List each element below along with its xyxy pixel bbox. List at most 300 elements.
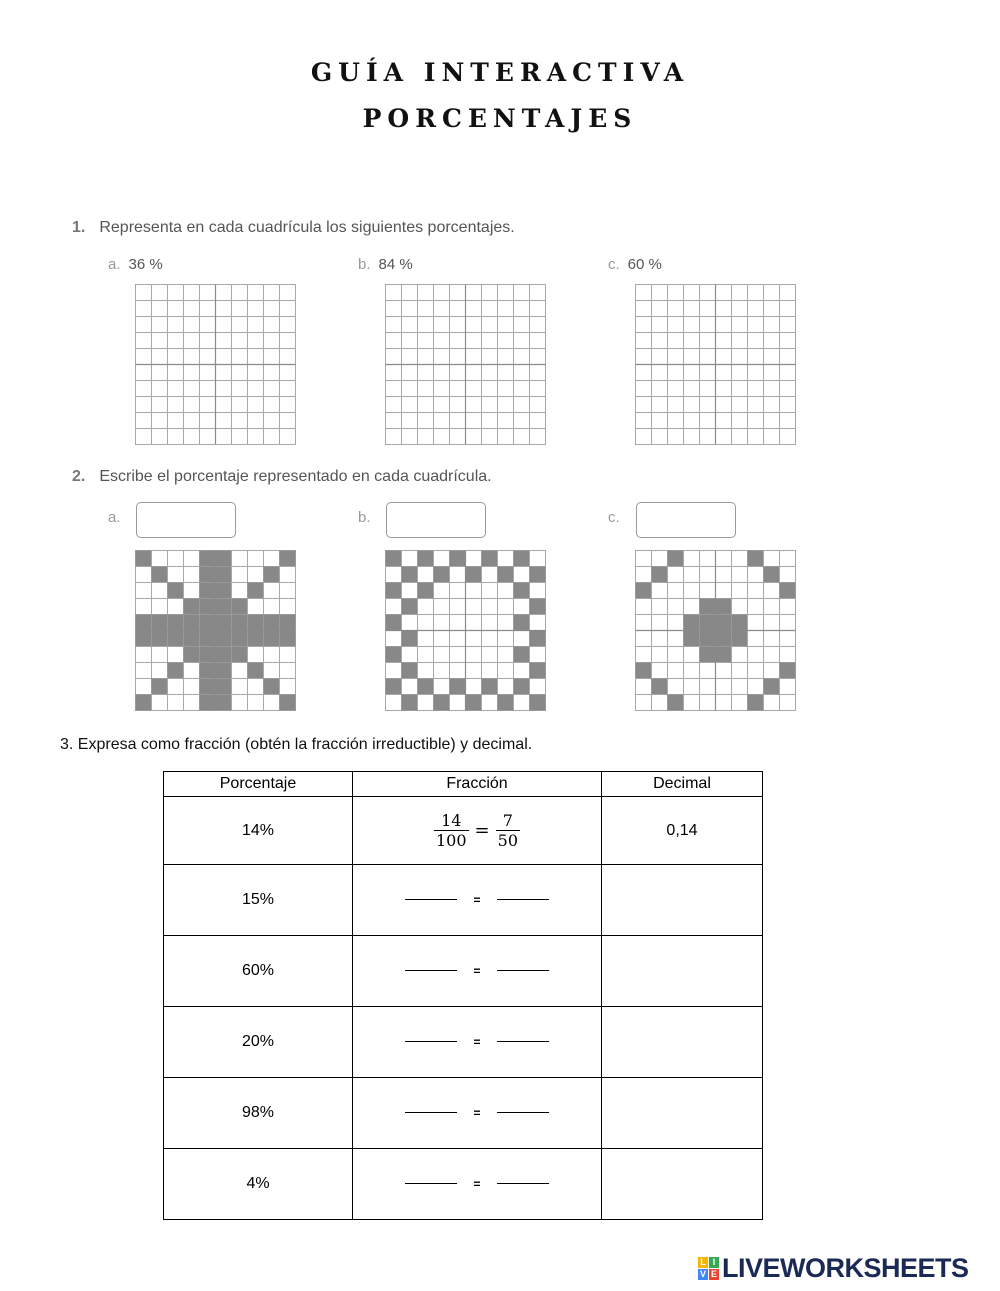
- grid-cell[interactable]: [280, 365, 296, 381]
- grid-cell[interactable]: [280, 413, 296, 429]
- grid-cell[interactable]: [434, 317, 450, 333]
- grid-cell[interactable]: [514, 381, 530, 397]
- grid-cell[interactable]: [668, 333, 684, 349]
- fraction-blank-2[interactable]: [497, 970, 549, 971]
- grid-cell[interactable]: [248, 397, 264, 413]
- grid-cell[interactable]: [748, 429, 764, 445]
- grid-cell[interactable]: [764, 397, 780, 413]
- grid-cell[interactable]: [434, 381, 450, 397]
- grid-cell[interactable]: [136, 301, 152, 317]
- grid-cell[interactable]: [732, 333, 748, 349]
- grid-cell[interactable]: [168, 333, 184, 349]
- grid-cell[interactable]: [152, 333, 168, 349]
- grid-cell[interactable]: [136, 365, 152, 381]
- grid-cell[interactable]: [780, 349, 796, 365]
- grid-cell[interactable]: [184, 397, 200, 413]
- grid-cell[interactable]: [216, 397, 232, 413]
- grid-cell[interactable]: [498, 301, 514, 317]
- grid-cell[interactable]: [780, 365, 796, 381]
- grid-cell[interactable]: [716, 429, 732, 445]
- grid-cell[interactable]: [530, 397, 546, 413]
- grid-cell[interactable]: [232, 397, 248, 413]
- grid-cell[interactable]: [232, 381, 248, 397]
- grid-cell[interactable]: [700, 285, 716, 301]
- grid-cell[interactable]: [466, 397, 482, 413]
- grid-cell[interactable]: [748, 333, 764, 349]
- grid-cell[interactable]: [450, 365, 466, 381]
- grid-cell[interactable]: [764, 285, 780, 301]
- grid-cell[interactable]: [716, 301, 732, 317]
- grid-cell[interactable]: [216, 413, 232, 429]
- grid-cell[interactable]: [152, 397, 168, 413]
- grid-cell[interactable]: [232, 349, 248, 365]
- grid-cell[interactable]: [668, 429, 684, 445]
- grid-cell[interactable]: [248, 285, 264, 301]
- grid-cell[interactable]: [402, 413, 418, 429]
- grid-cell[interactable]: [168, 349, 184, 365]
- grid-cell[interactable]: [248, 413, 264, 429]
- grid-cell[interactable]: [780, 397, 796, 413]
- grid-cell[interactable]: [402, 333, 418, 349]
- grid-cell[interactable]: [216, 301, 232, 317]
- grid-cell[interactable]: [152, 365, 168, 381]
- grid-cell[interactable]: [280, 333, 296, 349]
- grid-cell[interactable]: [636, 429, 652, 445]
- grid-cell[interactable]: [498, 317, 514, 333]
- grid-cell[interactable]: [466, 429, 482, 445]
- grid-cell[interactable]: [152, 413, 168, 429]
- grid-cell[interactable]: [748, 413, 764, 429]
- grid-cell[interactable]: [636, 285, 652, 301]
- grid-cell[interactable]: [248, 429, 264, 445]
- grid-cell[interactable]: [264, 301, 280, 317]
- grid-cell[interactable]: [248, 317, 264, 333]
- grid-cell[interactable]: [232, 365, 248, 381]
- grid-cell[interactable]: [466, 285, 482, 301]
- grid-cell[interactable]: [684, 429, 700, 445]
- grid-cell[interactable]: [402, 381, 418, 397]
- grid-cell[interactable]: [386, 301, 402, 317]
- grid-cell[interactable]: [450, 333, 466, 349]
- grid-cell[interactable]: [264, 349, 280, 365]
- grid-cell[interactable]: [200, 333, 216, 349]
- grid-cell[interactable]: [466, 349, 482, 365]
- grid-cell[interactable]: [716, 413, 732, 429]
- grid-cell[interactable]: [386, 397, 402, 413]
- grid-cell[interactable]: [386, 413, 402, 429]
- grid-cell[interactable]: [434, 285, 450, 301]
- grid-cell[interactable]: [248, 333, 264, 349]
- grid-cell[interactable]: [402, 397, 418, 413]
- grid-cell[interactable]: [716, 349, 732, 365]
- grid-cell[interactable]: [530, 381, 546, 397]
- grid-cell[interactable]: [732, 317, 748, 333]
- grid-cell[interactable]: [732, 365, 748, 381]
- grid-cell[interactable]: [716, 333, 732, 349]
- grid-cell[interactable]: [732, 413, 748, 429]
- grid-cell[interactable]: [264, 381, 280, 397]
- grid-cell[interactable]: [280, 285, 296, 301]
- grid-cell[interactable]: [136, 413, 152, 429]
- grid-cell[interactable]: [418, 333, 434, 349]
- grid-cell[interactable]: [482, 333, 498, 349]
- grid-cell[interactable]: [264, 285, 280, 301]
- grid-cell[interactable]: [636, 397, 652, 413]
- grid-cell[interactable]: [418, 413, 434, 429]
- grid-cell[interactable]: [136, 381, 152, 397]
- grid-cell[interactable]: [152, 285, 168, 301]
- grid-cell[interactable]: [652, 285, 668, 301]
- grid-cell[interactable]: [216, 349, 232, 365]
- grid-cell[interactable]: [668, 349, 684, 365]
- grid-cell[interactable]: [530, 333, 546, 349]
- grid-cell[interactable]: [386, 349, 402, 365]
- grid-cell[interactable]: [514, 397, 530, 413]
- grid-cell[interactable]: [668, 413, 684, 429]
- grid-cell[interactable]: [136, 285, 152, 301]
- grid-cell[interactable]: [700, 397, 716, 413]
- grid-cell[interactable]: [386, 285, 402, 301]
- grid-cell[interactable]: [498, 381, 514, 397]
- grid-cell[interactable]: [684, 285, 700, 301]
- grid-cell[interactable]: [652, 317, 668, 333]
- grid-cell[interactable]: [418, 381, 434, 397]
- grid-cell[interactable]: [136, 317, 152, 333]
- grid-cell[interactable]: [668, 365, 684, 381]
- grid-cell[interactable]: [652, 413, 668, 429]
- grid-cell[interactable]: [732, 429, 748, 445]
- grid-cell[interactable]: [514, 413, 530, 429]
- grid-cell[interactable]: [498, 349, 514, 365]
- grid-cell[interactable]: [498, 285, 514, 301]
- grid-cell[interactable]: [136, 429, 152, 445]
- grid-cell[interactable]: [780, 317, 796, 333]
- fraction-blank-2[interactable]: [497, 1183, 549, 1184]
- grid-cell[interactable]: [764, 381, 780, 397]
- grid-cell[interactable]: [482, 413, 498, 429]
- grid-cell[interactable]: [764, 365, 780, 381]
- grid-cell[interactable]: [700, 349, 716, 365]
- grid-cell[interactable]: [280, 397, 296, 413]
- grid-cell[interactable]: [668, 285, 684, 301]
- grid-cell[interactable]: [748, 301, 764, 317]
- grid-cell[interactable]: [514, 365, 530, 381]
- grid-cell[interactable]: [780, 381, 796, 397]
- grid-cell[interactable]: [652, 429, 668, 445]
- grid-cell[interactable]: [684, 317, 700, 333]
- grid-cell[interactable]: [514, 301, 530, 317]
- grid-cell[interactable]: [402, 285, 418, 301]
- grid-cell[interactable]: [264, 413, 280, 429]
- grid-cell[interactable]: [434, 429, 450, 445]
- grid-cell[interactable]: [386, 429, 402, 445]
- grid-cell[interactable]: [418, 317, 434, 333]
- grid-cell[interactable]: [700, 429, 716, 445]
- grid-cell[interactable]: [232, 333, 248, 349]
- grid-cell[interactable]: [700, 381, 716, 397]
- grid-cell[interactable]: [684, 381, 700, 397]
- grid-cell[interactable]: [200, 381, 216, 397]
- grid-cell[interactable]: [514, 317, 530, 333]
- grid-cell[interactable]: [386, 317, 402, 333]
- grid-cell[interactable]: [482, 285, 498, 301]
- grid-cell[interactable]: [530, 365, 546, 381]
- grid-cell[interactable]: [498, 397, 514, 413]
- grid-cell[interactable]: [200, 317, 216, 333]
- grid-cell[interactable]: [216, 429, 232, 445]
- grid-cell[interactable]: [232, 285, 248, 301]
- grid-cell[interactable]: [764, 429, 780, 445]
- grid-cell[interactable]: [780, 301, 796, 317]
- grid-cell[interactable]: [248, 349, 264, 365]
- grid-cell[interactable]: [732, 301, 748, 317]
- grid-cell[interactable]: [184, 413, 200, 429]
- grid-cell[interactable]: [168, 429, 184, 445]
- grid-cell[interactable]: [168, 285, 184, 301]
- grid-cell[interactable]: [684, 397, 700, 413]
- grid-cell[interactable]: [216, 333, 232, 349]
- grid-cell[interactable]: [780, 333, 796, 349]
- grid-cell[interactable]: [434, 301, 450, 317]
- grid-cell[interactable]: [716, 381, 732, 397]
- grid-cell[interactable]: [636, 349, 652, 365]
- grid-cell[interactable]: [652, 397, 668, 413]
- grid-cell[interactable]: [248, 365, 264, 381]
- grid-cell[interactable]: [386, 333, 402, 349]
- grid-cell[interactable]: [216, 285, 232, 301]
- grid-cell[interactable]: [636, 317, 652, 333]
- grid-cell[interactable]: [748, 365, 764, 381]
- grid-cell[interactable]: [168, 317, 184, 333]
- grid-cell[interactable]: [466, 381, 482, 397]
- fraction-blank-2[interactable]: [497, 899, 549, 900]
- grid-cell[interactable]: [684, 365, 700, 381]
- grid-cell[interactable]: [764, 349, 780, 365]
- grid-cell[interactable]: [136, 397, 152, 413]
- grid-cell[interactable]: [264, 397, 280, 413]
- grid-cell[interactable]: [450, 285, 466, 301]
- grid-cell[interactable]: [434, 413, 450, 429]
- grid-cell[interactable]: [748, 317, 764, 333]
- row-5-decimal[interactable]: [602, 1149, 763, 1220]
- grid-cell[interactable]: [466, 301, 482, 317]
- grid-cell[interactable]: [514, 285, 530, 301]
- grid-cell[interactable]: [184, 333, 200, 349]
- grid-cell[interactable]: [248, 301, 264, 317]
- grid-cell[interactable]: [152, 381, 168, 397]
- grid-cell[interactable]: [514, 333, 530, 349]
- grid-cell[interactable]: [652, 349, 668, 365]
- grid-cell[interactable]: [136, 333, 152, 349]
- grid-cell[interactable]: [402, 429, 418, 445]
- grid-cell[interactable]: [764, 317, 780, 333]
- grid-cell[interactable]: [200, 429, 216, 445]
- grid-cell[interactable]: [466, 365, 482, 381]
- grid-cell[interactable]: [152, 317, 168, 333]
- grid-cell[interactable]: [514, 429, 530, 445]
- grid-cell[interactable]: [232, 429, 248, 445]
- q2-answer-box-c[interactable]: [636, 502, 736, 538]
- grid-cell[interactable]: [450, 381, 466, 397]
- grid-cell[interactable]: [732, 381, 748, 397]
- grid-cell[interactable]: [402, 349, 418, 365]
- grid-cell[interactable]: [184, 365, 200, 381]
- fraction-blank-1[interactable]: [405, 1183, 457, 1184]
- grid-cell[interactable]: [498, 365, 514, 381]
- grid-cell[interactable]: [636, 413, 652, 429]
- grid-cell[interactable]: [418, 429, 434, 445]
- grid-cell[interactable]: [716, 365, 732, 381]
- grid-cell[interactable]: [232, 413, 248, 429]
- grid-cell[interactable]: [136, 349, 152, 365]
- fraction-blank-2[interactable]: [497, 1041, 549, 1042]
- grid-cell[interactable]: [200, 413, 216, 429]
- q1-grid-a[interactable]: [135, 284, 296, 445]
- grid-cell[interactable]: [652, 333, 668, 349]
- grid-cell[interactable]: [764, 333, 780, 349]
- grid-cell[interactable]: [530, 413, 546, 429]
- grid-cell[interactable]: [402, 301, 418, 317]
- grid-cell[interactable]: [248, 381, 264, 397]
- grid-cell[interactable]: [386, 381, 402, 397]
- grid-cell[interactable]: [530, 285, 546, 301]
- grid-cell[interactable]: [732, 397, 748, 413]
- grid-cell[interactable]: [652, 301, 668, 317]
- fraction-blank-1[interactable]: [405, 970, 457, 971]
- grid-cell[interactable]: [402, 365, 418, 381]
- grid-cell[interactable]: [466, 333, 482, 349]
- grid-cell[interactable]: [498, 333, 514, 349]
- grid-cell[interactable]: [200, 285, 216, 301]
- grid-cell[interactable]: [434, 333, 450, 349]
- row-1-decimal[interactable]: [602, 865, 763, 936]
- row-3-decimal[interactable]: [602, 1007, 763, 1078]
- grid-cell[interactable]: [450, 301, 466, 317]
- grid-cell[interactable]: [264, 365, 280, 381]
- grid-cell[interactable]: [232, 317, 248, 333]
- grid-cell[interactable]: [732, 349, 748, 365]
- grid-cell[interactable]: [168, 381, 184, 397]
- grid-cell[interactable]: [450, 413, 466, 429]
- grid-cell[interactable]: [466, 317, 482, 333]
- grid-cell[interactable]: [184, 317, 200, 333]
- grid-cell[interactable]: [184, 381, 200, 397]
- grid-cell[interactable]: [418, 301, 434, 317]
- grid-cell[interactable]: [264, 429, 280, 445]
- grid-cell[interactable]: [716, 317, 732, 333]
- grid-cell[interactable]: [716, 285, 732, 301]
- grid-cell[interactable]: [530, 429, 546, 445]
- grid-cell[interactable]: [216, 381, 232, 397]
- grid-cell[interactable]: [498, 429, 514, 445]
- grid-cell[interactable]: [434, 397, 450, 413]
- grid-cell[interactable]: [264, 333, 280, 349]
- grid-cell[interactable]: [434, 349, 450, 365]
- grid-cell[interactable]: [668, 397, 684, 413]
- grid-cell[interactable]: [418, 365, 434, 381]
- grid-cell[interactable]: [780, 413, 796, 429]
- grid-cell[interactable]: [232, 301, 248, 317]
- grid-cell[interactable]: [280, 349, 296, 365]
- fraction-blank-1[interactable]: [405, 899, 457, 900]
- grid-cell[interactable]: [700, 365, 716, 381]
- row-4-decimal[interactable]: [602, 1078, 763, 1149]
- grid-cell[interactable]: [482, 301, 498, 317]
- grid-cell[interactable]: [748, 397, 764, 413]
- grid-cell[interactable]: [748, 381, 764, 397]
- grid-cell[interactable]: [386, 365, 402, 381]
- grid-cell[interactable]: [668, 317, 684, 333]
- grid-cell[interactable]: [216, 317, 232, 333]
- grid-cell[interactable]: [684, 333, 700, 349]
- grid-cell[interactable]: [636, 381, 652, 397]
- grid-cell[interactable]: [434, 365, 450, 381]
- grid-cell[interactable]: [482, 429, 498, 445]
- q2-answer-box-b[interactable]: [386, 502, 486, 538]
- grid-cell[interactable]: [748, 349, 764, 365]
- grid-cell[interactable]: [280, 317, 296, 333]
- grid-cell[interactable]: [668, 381, 684, 397]
- grid-cell[interactable]: [418, 397, 434, 413]
- grid-cell[interactable]: [152, 301, 168, 317]
- grid-cell[interactable]: [184, 349, 200, 365]
- grid-cell[interactable]: [684, 301, 700, 317]
- grid-cell[interactable]: [450, 397, 466, 413]
- grid-cell[interactable]: [216, 365, 232, 381]
- fraction-blank-2[interactable]: [497, 1112, 549, 1113]
- grid-cell[interactable]: [636, 333, 652, 349]
- grid-cell[interactable]: [152, 349, 168, 365]
- grid-cell[interactable]: [700, 333, 716, 349]
- grid-cell[interactable]: [514, 349, 530, 365]
- grid-cell[interactable]: [700, 317, 716, 333]
- grid-cell[interactable]: [200, 301, 216, 317]
- grid-cell[interactable]: [200, 397, 216, 413]
- grid-cell[interactable]: [764, 413, 780, 429]
- grid-cell[interactable]: [482, 365, 498, 381]
- grid-cell[interactable]: [700, 413, 716, 429]
- row-2-decimal[interactable]: [602, 936, 763, 1007]
- q1-grid-b[interactable]: [385, 284, 546, 445]
- grid-cell[interactable]: [280, 429, 296, 445]
- fraction-blank-1[interactable]: [405, 1112, 457, 1113]
- grid-cell[interactable]: [168, 365, 184, 381]
- grid-cell[interactable]: [482, 349, 498, 365]
- grid-cell[interactable]: [280, 381, 296, 397]
- grid-cell[interactable]: [168, 413, 184, 429]
- grid-cell[interactable]: [482, 381, 498, 397]
- grid-cell[interactable]: [450, 429, 466, 445]
- grid-cell[interactable]: [780, 285, 796, 301]
- grid-cell[interactable]: [482, 317, 498, 333]
- grid-cell[interactable]: [152, 429, 168, 445]
- grid-cell[interactable]: [466, 413, 482, 429]
- grid-cell[interactable]: [732, 285, 748, 301]
- grid-cell[interactable]: [530, 301, 546, 317]
- fraction-blank-1[interactable]: [405, 1041, 457, 1042]
- grid-cell[interactable]: [200, 365, 216, 381]
- grid-cell[interactable]: [418, 349, 434, 365]
- grid-cell[interactable]: [482, 397, 498, 413]
- grid-cell[interactable]: [402, 317, 418, 333]
- q1-grid-c[interactable]: [635, 284, 796, 445]
- grid-cell[interactable]: [168, 301, 184, 317]
- grid-cell[interactable]: [184, 429, 200, 445]
- q2-answer-box-a[interactable]: [136, 502, 236, 538]
- grid-cell[interactable]: [498, 413, 514, 429]
- grid-cell[interactable]: [684, 349, 700, 365]
- grid-cell[interactable]: [200, 349, 216, 365]
